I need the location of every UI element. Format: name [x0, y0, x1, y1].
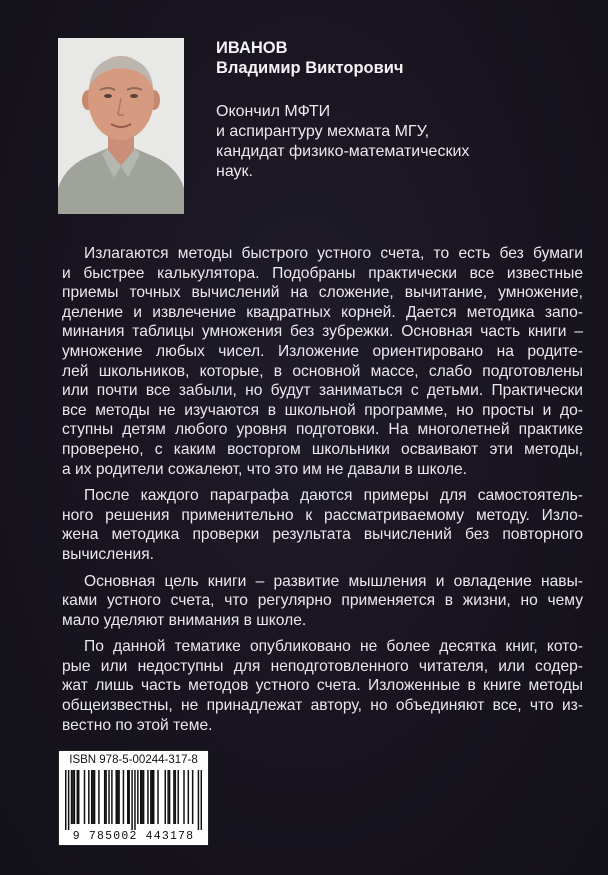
text-line: лей школьников, которые, в основной массе, слабо подготовлены: [62, 362, 583, 380]
barcode-bar: [117, 770, 118, 824]
barcode-bar: [140, 770, 141, 824]
bio-line: кандидат физико-математических: [216, 143, 470, 160]
barcode-bar: [92, 770, 93, 824]
book-description: [62, 244, 583, 742]
text-line: общеизвестны, не принадлежат автору, но объединяют все, что из-: [62, 697, 583, 715]
barcode-bar: [88, 770, 89, 824]
text-line: деление и извлечение квадратных корней. Дается методика запо-: [62, 303, 583, 321]
barcode-bar: [188, 770, 189, 824]
description-paragraph: [62, 486, 583, 564]
barcode-bar: [167, 770, 168, 824]
barcode-bar: [169, 770, 170, 824]
text-line: проверено, с каким восторгом школьники осваивают эти методы,: [62, 440, 583, 458]
description-paragraph: [62, 637, 583, 735]
text-line: рые или недоступны для неподготовленного читателя, или содер-: [62, 657, 583, 675]
barcode-bar: [177, 770, 178, 824]
text-line: а их родители сожалеют, что это им не давали в школе.: [62, 460, 468, 478]
author-photo: [58, 38, 184, 214]
barcode-icon: [65, 770, 202, 830]
barcode-bar: [157, 770, 158, 824]
barcode-bar: [147, 770, 148, 824]
barcode-bar: [118, 770, 119, 824]
text-line: ного решения применительно к рассматриваемому методу. Изло-: [62, 506, 583, 524]
text-line: умножение любых чисел. Изложение ориентировано на родите-: [62, 342, 583, 360]
barcode-bar: [128, 770, 129, 824]
barcode-bar: [123, 770, 124, 824]
author-full-name: Владимир Викторович: [216, 59, 404, 77]
barcode-bar: [173, 770, 174, 824]
barcode-bar: [141, 770, 142, 824]
barcode-bar: [175, 770, 176, 824]
text-line: вестно по этой теме.: [62, 716, 213, 734]
barcode-bar: [77, 770, 78, 824]
bio-line: Окончил МФТИ: [216, 103, 331, 120]
barcode-bar: [111, 770, 112, 824]
barcode-bar: [143, 770, 144, 824]
text-line: все методы не изучаются в школьной программе, но просты и до-: [62, 401, 583, 419]
barcode-bar: [71, 770, 72, 824]
text-line: жат лишь часть методов устного счета. Изложенные в книге методы: [62, 677, 583, 695]
text-line: мало уделяют внимания в школе.: [62, 611, 307, 629]
barcode-bar: [74, 770, 75, 824]
barcode-bar: [198, 770, 199, 830]
text-line: После каждого параграфа даются примеры для самостоятель-: [84, 487, 583, 505]
barcode-bar: [104, 770, 105, 824]
barcode-bar: [152, 770, 153, 824]
text-line: ступны детям любого уровня подготовки. На многолетней практике: [62, 421, 583, 439]
text-line: Основная цель книги – развитие мышления и овладение навы-: [84, 572, 583, 590]
barcode-bar: [72, 770, 73, 824]
barcode-bar: [153, 770, 154, 824]
barcode-bar: [201, 770, 202, 830]
text-line: жена методика проверки результата вычислений без повторного: [62, 526, 583, 544]
barcode-bar: [94, 770, 95, 824]
barcode-bar: [98, 770, 99, 824]
barcode-bar: [68, 770, 69, 830]
bio-line: наук.: [216, 163, 253, 180]
barcode-bar: [192, 770, 193, 824]
barcode-bar: [137, 770, 138, 824]
text-line: Излагаются методы быстрого устного счета, то есть без бумаги: [84, 245, 583, 262]
author-header: [216, 38, 404, 78]
barcode-bar: [165, 770, 166, 824]
text-line: вычисления.: [62, 545, 154, 563]
barcode-bar: [65, 770, 66, 830]
barcode-bar: [105, 770, 106, 824]
barcode-bar: [115, 770, 116, 824]
barcode-bar: [91, 770, 92, 824]
description-paragraph: [62, 244, 583, 479]
isbn-label: ISBN 978-5-00244-317-8: [69, 754, 198, 766]
description-paragraph: [62, 572, 583, 631]
barcode-bar: [183, 770, 184, 824]
barcode-bar: [150, 770, 151, 824]
text-line: или почти все забыли, но будут заниматься с детьми. Практически: [62, 382, 583, 400]
barcode-bar: [108, 770, 109, 824]
text-line: минания таблицы умножения без зубрежки. Основная часть книги –: [62, 323, 583, 341]
text-line: ками устного счета, что регулярно применяется в жизни, но чему: [62, 592, 583, 610]
author-portrait-image: [58, 38, 184, 214]
barcode-bar: [127, 770, 128, 824]
barcode-bar: [131, 770, 132, 830]
ean-number: 9 785002 443178: [72, 830, 195, 843]
text-line: приемы точных вычислений на сложение, вычитание, умножение,: [62, 284, 583, 302]
bio-line: и аспирантуру мехмата МГУ,: [216, 123, 430, 140]
barcode-bar: [78, 770, 79, 824]
author-surname: ИВАНОВ: [216, 39, 288, 57]
barcode-bar: [134, 770, 135, 830]
text-line: и быстрее калькулятора. Подобраны практически все известные: [62, 264, 583, 282]
author-bio: [216, 102, 586, 182]
isbn-barcode-block: [58, 750, 209, 846]
barcode-bar: [84, 770, 85, 824]
text-line: По данной тематике опубликовано не более десятка книг, кото-: [84, 638, 583, 656]
